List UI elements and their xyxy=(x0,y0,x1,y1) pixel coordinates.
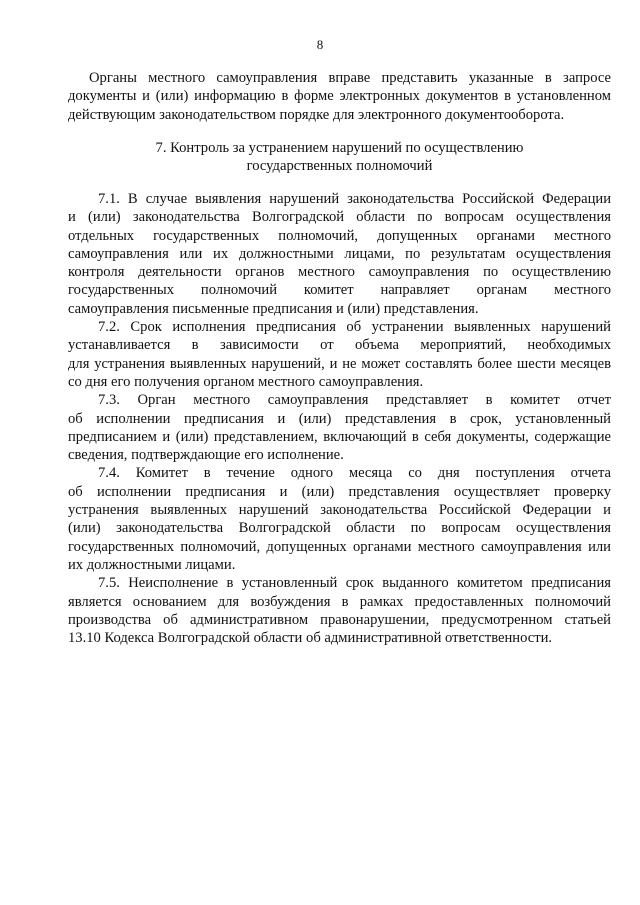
section-heading-line: 7. Контроль за устранением нарушений по осуществлению xyxy=(155,140,524,156)
paragraph-7-3 xyxy=(68,391,611,464)
paragraph-line: самоуправления письменные предписания и (или) представления. xyxy=(68,300,479,317)
paragraph-line: государственных полномочий комитет направляет органам местного xyxy=(68,282,611,299)
intro-line: действующим законодательством порядке для электронного документооборота. xyxy=(68,106,565,123)
section-heading xyxy=(68,139,611,176)
paragraph-line: об исполнении предписания и (или) представления в срок, установленный xyxy=(68,410,611,427)
paragraph-line: 13.10 Кодекса Волгоградской области об административной ответственности. xyxy=(68,630,553,647)
paragraph-line: 7.5. Неисполнение в установленный срок выданного комитетом предписания xyxy=(98,575,611,592)
paragraph-line: сведения, подтверждающие его исполнение. xyxy=(68,447,344,464)
paragraph-line: 7.4. Комитет в течение одного месяца со дня поступления отчета xyxy=(98,465,611,482)
paragraph-line: (или) законодательства Волгоградской области по вопросам осуществления xyxy=(68,520,611,537)
paragraph-line: государственных полномочий, допущенных органами местного самоуправления или xyxy=(68,538,611,555)
paragraph-7-5 xyxy=(68,574,611,647)
paragraph-line: 7.1. В случае выявления нарушений законодательства Российской Федерации xyxy=(98,191,611,207)
paragraph-line: их должностными лицами. xyxy=(68,556,236,573)
paragraph-line: 7.2. Срок исполнения предписания об устранении выявленных нарушений xyxy=(98,319,611,336)
paragraph-line: для устранения выявленных нарушений, и не может составлять более шести месяцев xyxy=(68,355,611,372)
intro-paragraph xyxy=(68,69,611,124)
paragraph-7-2 xyxy=(68,318,611,391)
paragraph-line: самоуправления или их должностными лицами, по результатам осуществления xyxy=(68,245,611,262)
paragraph-line: отдельных государственных полномочий, допущенных органами местного xyxy=(68,227,611,244)
paragraph-line: об исполнении предписания и (или) представления осуществляет проверку xyxy=(68,483,611,500)
paragraph-7-4 xyxy=(68,464,611,574)
section-heading-line: государственных полномочий xyxy=(246,158,433,175)
intro-line: документы и (или) информацию в форме электронных документов в установленном xyxy=(68,88,611,105)
paragraph-line: и (или) законодательства Волгоградской области по вопросам осуществления xyxy=(68,209,611,226)
paragraph-line: устанавливается в зависимости от объема мероприятий, необходимых xyxy=(68,337,611,354)
paragraph-line: 7.3. Орган местного самоуправления представляет в комитет отчет xyxy=(98,392,611,409)
paragraph-line: предписанием и (или) представлением, включающий в себя документы, содержащие xyxy=(68,428,611,445)
paragraph-line: устранения выявленных нарушений законодательства Российской Федерации и xyxy=(68,502,611,519)
paragraph-line: со дня его получения органом местного самоуправления. xyxy=(68,373,424,390)
intro-line: Органы местного самоуправления вправе представить указанные в запросе xyxy=(89,70,611,86)
paragraph-line: является основанием для возбуждения в рамках предоставленных полномочий xyxy=(68,593,611,610)
paragraph-line: контроля деятельности органов местного самоуправления по осуществлению xyxy=(68,264,611,281)
paragraph-line: производства об административном правонарушении, предусмотренном статьей xyxy=(68,611,611,628)
clauses xyxy=(68,190,611,647)
page-number: 8 xyxy=(316,37,324,52)
paragraph-7-1 xyxy=(68,190,611,318)
